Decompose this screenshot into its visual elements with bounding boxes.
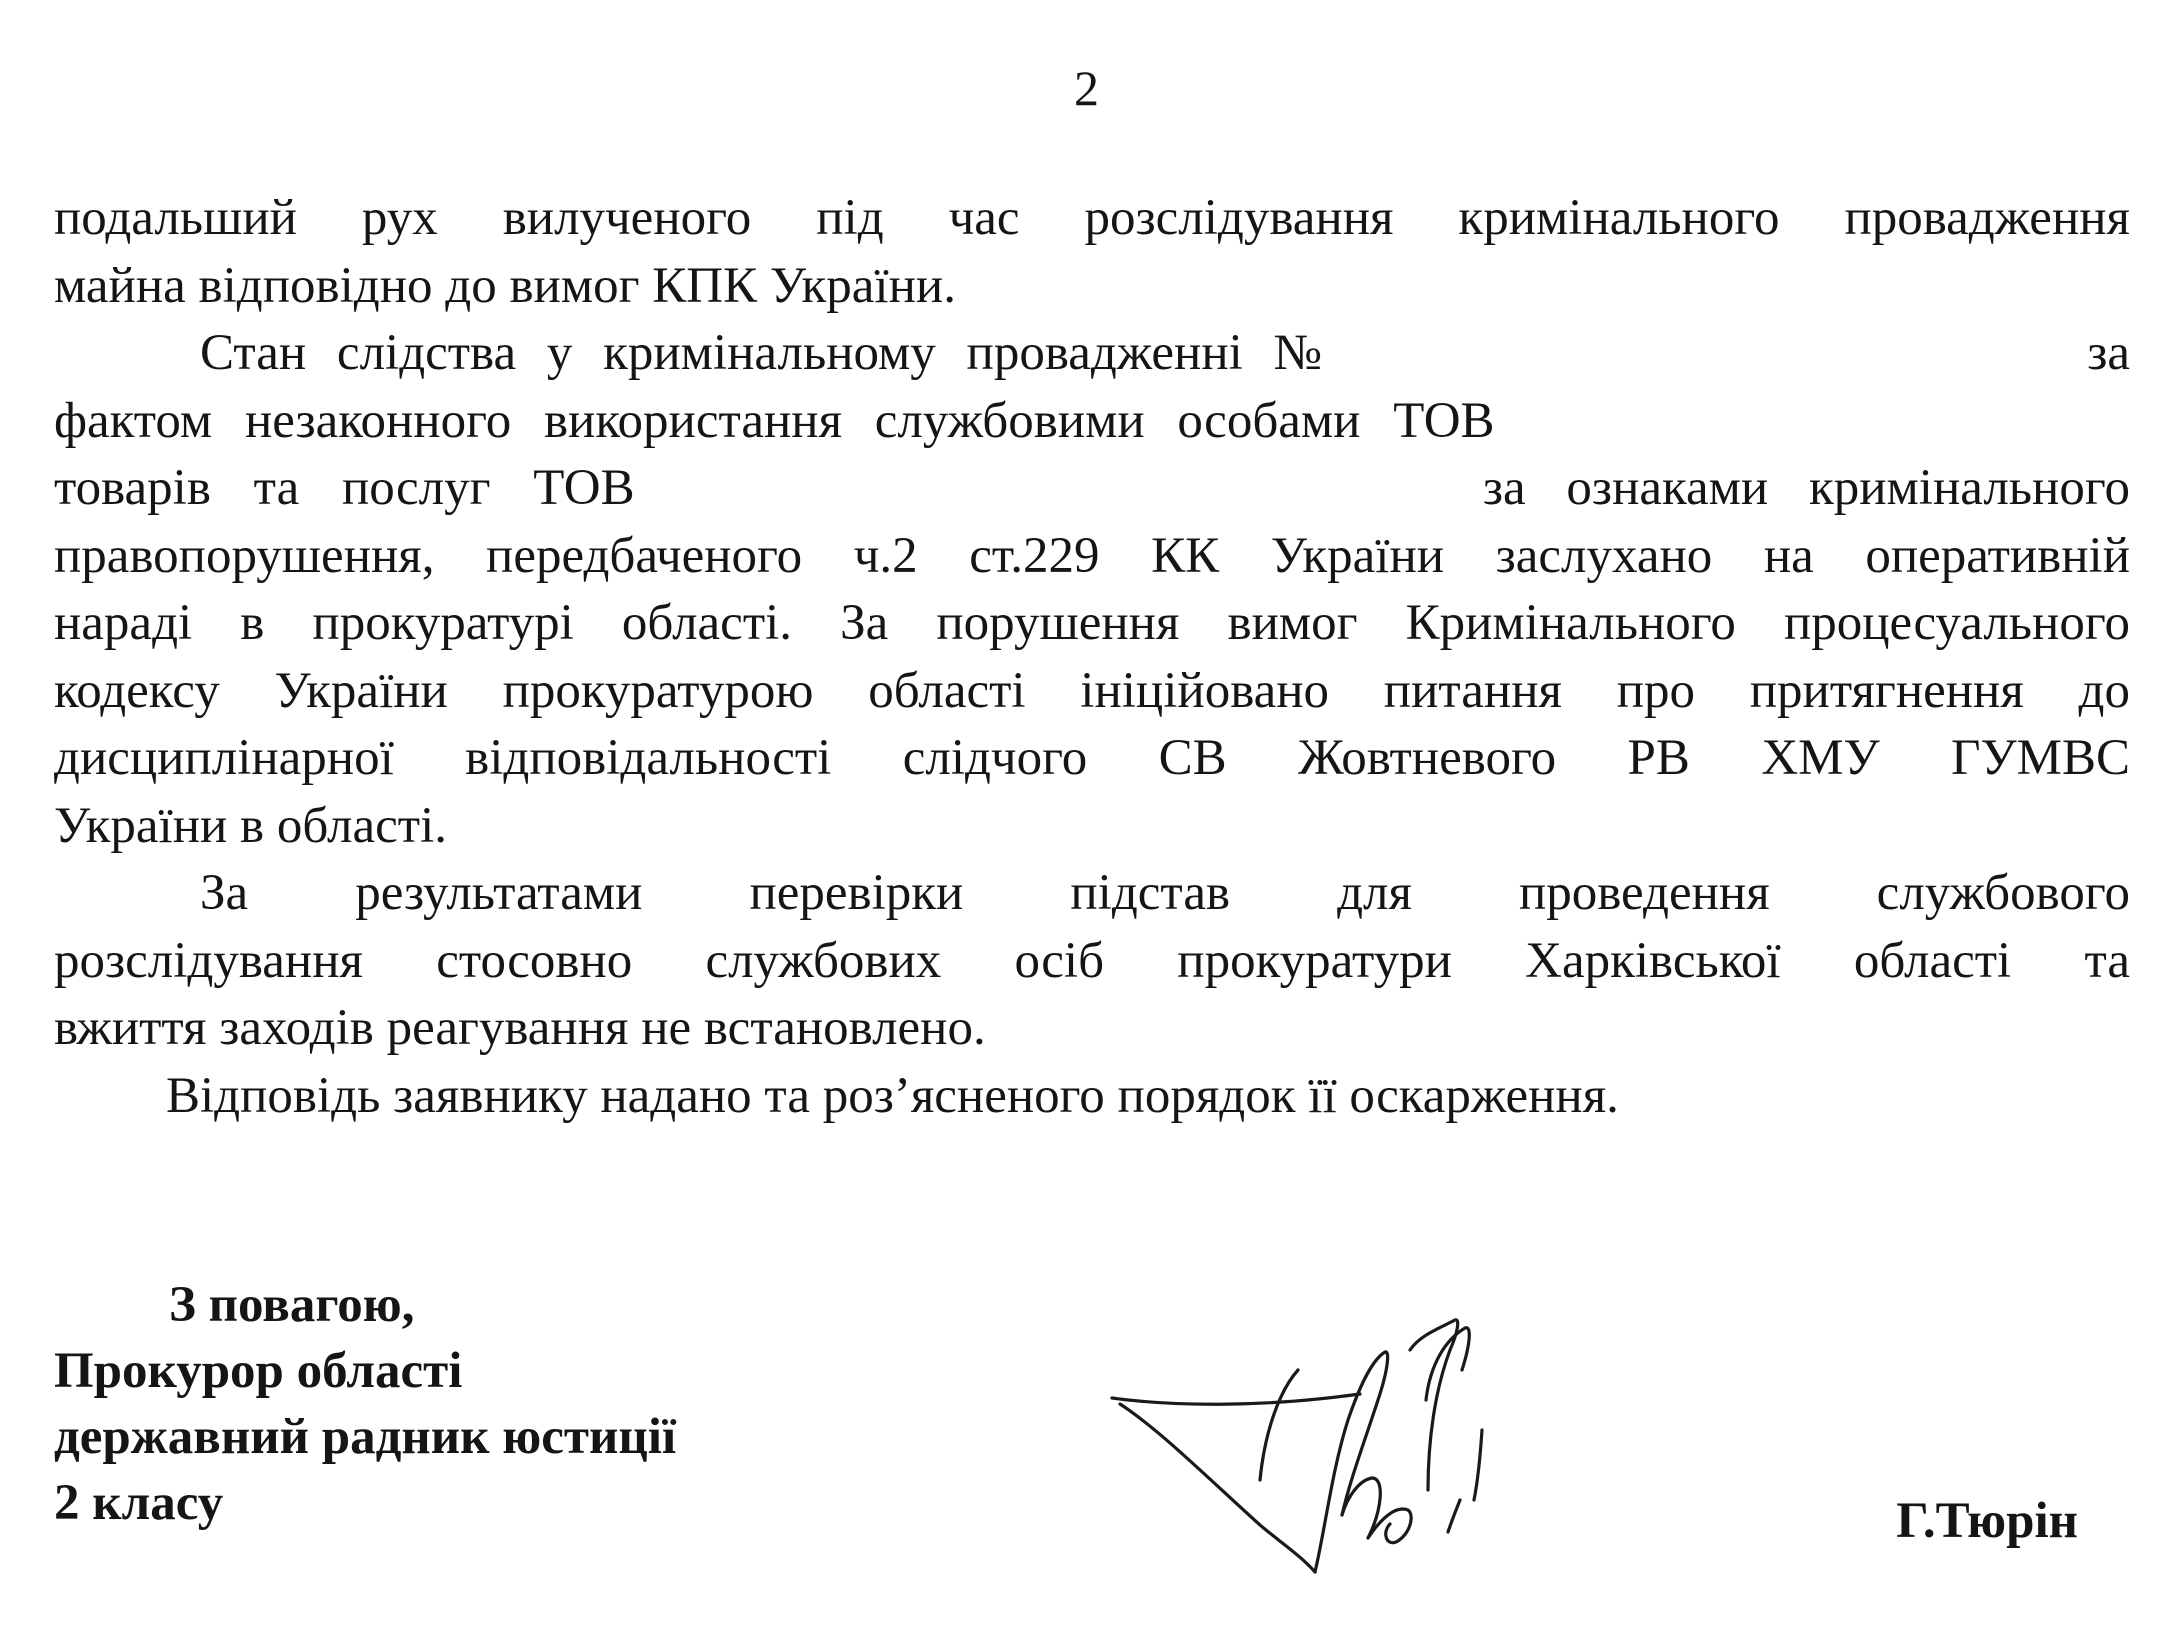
text-line: майна відповідно до вимог КПК України. <box>54 257 956 314</box>
signer-rank: державний радник юстиції <box>54 1409 677 1465</box>
paragraph-4 <box>54 1063 2130 1131</box>
text-line-with-redaction <box>54 320 2130 388</box>
handwritten-signature <box>1110 1310 1490 1590</box>
closing-phrase: З повагою, <box>169 1277 415 1333</box>
text-line: кодексу України прокуратурою області ініційовано питання про притягнення до <box>54 662 2130 719</box>
paragraph-1 <box>54 185 2130 320</box>
text-line: нараді в прокуратурі області. За порушення вимог Кримінального процесуального <box>54 595 2130 651</box>
text-line: вжиття заходів реагування не встановлено. <box>54 1000 986 1056</box>
text-line: подальший рух вилученого під час розслідування кримінального провадження <box>54 190 2130 246</box>
page-number: 2 <box>1074 60 1099 116</box>
text-segment: за <box>2087 325 2130 381</box>
signer-name: Г.Тюрін <box>1896 1493 2078 1549</box>
text-line: України в області. <box>54 797 447 854</box>
paragraph-3 <box>54 860 2130 1063</box>
text-line: Відповідь заявнику надано та роз’ясненого порядок її оскарження. <box>166 1067 1619 1124</box>
signature-block <box>54 1272 676 1536</box>
signer-title: Прокурор області <box>54 1343 463 1399</box>
text-line-with-redaction <box>54 455 2130 523</box>
text-line: дисциплінарної відповідальності слідчого СВ Жовтневого РВ ХМУ ГУМВС <box>54 730 2130 786</box>
text-segment: товарів та послуг ТОВ <box>54 460 635 516</box>
text-line: розслідування стосовно службових осіб прокуратури Харківської області та <box>54 932 2130 989</box>
text-segment: Стан слідства у кримінальному провадженні № <box>200 325 1323 381</box>
text-line: фактом незаконного використання службовими особами ТОВ <box>54 392 1495 449</box>
signer-rank-class: 2 класу <box>54 1475 224 1531</box>
text-line: правопорушення, передбаченого ч.2 ст.229 КК України заслухано на оперативній <box>54 527 2130 584</box>
text-line: За результатами перевірки підстав для проведення службового <box>200 865 2130 921</box>
text-segment: за ознаками кримінального <box>1482 460 2130 516</box>
letter-body <box>54 185 2130 1130</box>
paragraph-2 <box>54 320 2130 860</box>
